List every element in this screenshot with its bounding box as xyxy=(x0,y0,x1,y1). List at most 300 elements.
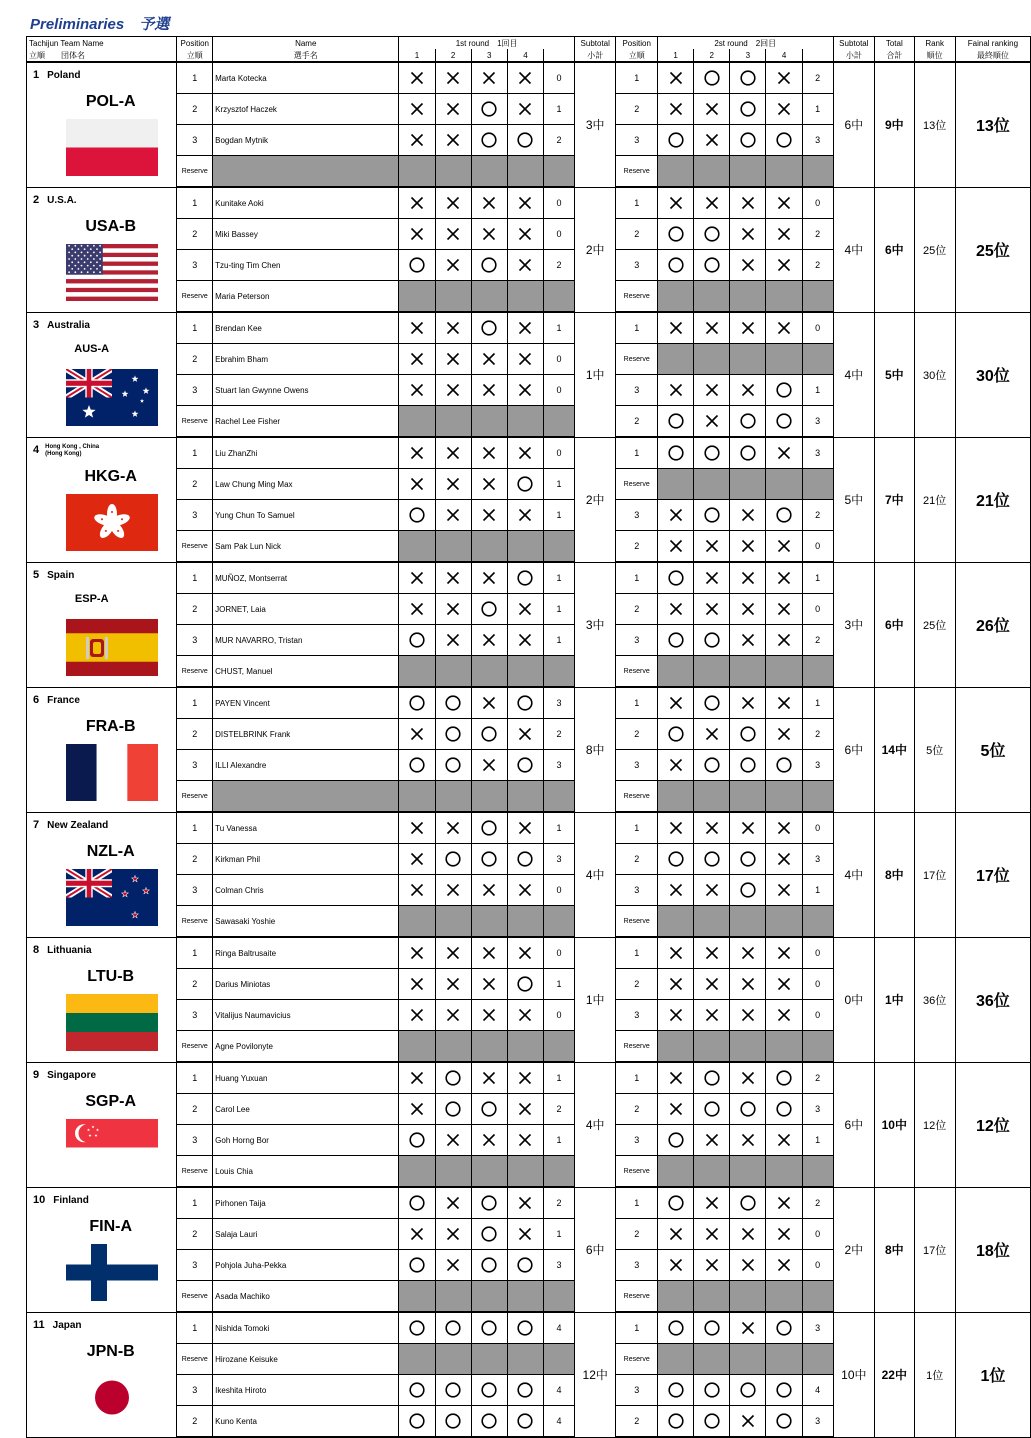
round2-arrow-3 xyxy=(730,1062,766,1094)
position2-cell: Reserve xyxy=(616,281,657,313)
player-name: Vitalijus Naumavicius xyxy=(213,1000,399,1031)
miss-cross-icon xyxy=(445,382,461,398)
miss-cross-icon xyxy=(445,445,461,461)
rank: 25位 xyxy=(914,562,955,687)
miss-cross-icon xyxy=(776,1195,792,1211)
round2-arrow-3 xyxy=(730,1031,766,1063)
round1-arrow-1 xyxy=(399,781,435,813)
hongkong-flag-icon xyxy=(66,494,158,551)
hit-circle-icon xyxy=(740,1195,756,1211)
position2-cell: Reserve xyxy=(616,906,657,938)
position-cell: 1 xyxy=(177,1062,213,1094)
round2-arrow-3 xyxy=(730,312,766,344)
round1-arrow-3 xyxy=(471,906,507,938)
final-ranking: 36位 xyxy=(955,937,1030,1062)
round2-score: 0 xyxy=(802,312,833,344)
round2-arrow-2 xyxy=(694,1312,730,1344)
hit-circle-icon xyxy=(668,1320,684,1336)
team-number: 10 xyxy=(33,1193,46,1206)
miss-cross-icon xyxy=(740,1413,756,1429)
round1-arrow-3 xyxy=(471,375,507,406)
hit-circle-icon xyxy=(409,632,425,648)
round2-arrow-3 xyxy=(730,781,766,813)
miss-cross-icon xyxy=(445,945,461,961)
round1-score xyxy=(544,906,575,938)
round2-arrow-1 xyxy=(657,375,693,406)
miss-cross-icon xyxy=(517,351,533,367)
miss-cross-icon xyxy=(409,382,425,398)
round1-arrow-4 xyxy=(507,1344,543,1375)
round1-arrow-4 xyxy=(507,719,543,750)
round2-arrow-1 xyxy=(657,687,693,719)
player-name: Tzu-ting Tim Chen xyxy=(213,250,399,281)
round2-arrow-3 xyxy=(730,531,766,563)
miss-cross-icon xyxy=(704,413,720,429)
player-name: Nishida Tomoki xyxy=(213,1312,399,1344)
miss-cross-icon xyxy=(704,976,720,992)
round2-arrow-4 xyxy=(766,1062,802,1094)
hit-circle-icon xyxy=(668,413,684,429)
round2-arrow-1 xyxy=(657,1375,693,1406)
round1-arrow-2 xyxy=(435,1312,471,1344)
round2-arrow-3 xyxy=(730,1250,766,1281)
miss-cross-icon xyxy=(740,257,756,273)
hit-circle-icon xyxy=(668,1132,684,1148)
team-code: AUS-A xyxy=(74,342,110,355)
miss-cross-icon xyxy=(409,195,425,211)
round2-score xyxy=(802,656,833,688)
position-cell: 2 xyxy=(177,594,213,625)
player-name: Kirkman Phil xyxy=(213,844,399,875)
miss-cross-icon xyxy=(668,538,684,554)
miss-cross-icon xyxy=(409,445,425,461)
header-arrow-2: 2 xyxy=(435,49,471,62)
final-ranking: 13位 xyxy=(955,62,1030,187)
hit-circle-icon xyxy=(517,1257,533,1273)
round2-arrow-3 xyxy=(730,969,766,1000)
round1-arrow-1 xyxy=(399,937,435,969)
round1-score: 0 xyxy=(544,344,575,375)
round1-arrow-3 xyxy=(471,687,507,719)
miss-cross-icon xyxy=(776,70,792,86)
round2-arrow-4 xyxy=(766,625,802,656)
team-country: Finland xyxy=(53,1194,89,1206)
round2-arrow-2 xyxy=(694,125,730,156)
round2-arrow-3 xyxy=(730,406,766,438)
miss-cross-icon xyxy=(409,320,425,336)
round2-arrow-1 xyxy=(657,1156,693,1188)
team-header xyxy=(27,813,176,833)
player-name: Bogdan Mytnik xyxy=(213,125,399,156)
miss-cross-icon xyxy=(776,570,792,586)
round2-arrow-2 xyxy=(694,1000,730,1031)
miss-cross-icon xyxy=(776,601,792,617)
round1-score: 2 xyxy=(544,125,575,156)
round2-arrow-4 xyxy=(766,562,802,594)
final-ranking: 18位 xyxy=(955,1187,1030,1312)
miss-cross-icon xyxy=(704,538,720,554)
round2-score: 1 xyxy=(802,1125,833,1156)
miss-cross-icon xyxy=(409,70,425,86)
position-cell: 3 xyxy=(177,500,213,531)
miss-cross-icon xyxy=(409,945,425,961)
round2-arrow-2 xyxy=(694,875,730,906)
round2-arrow-1 xyxy=(657,969,693,1000)
miss-cross-icon xyxy=(481,632,497,648)
team-country: Japan xyxy=(52,1319,82,1331)
position-cell: 1 xyxy=(177,812,213,844)
team-header xyxy=(27,938,176,958)
round1-arrow-2 xyxy=(435,281,471,313)
round2-score: 3 xyxy=(802,406,833,438)
position2-cell: Reserve xyxy=(616,156,657,188)
team-cell xyxy=(27,562,177,687)
round1-score: 2 xyxy=(544,1094,575,1125)
miss-cross-icon xyxy=(668,976,684,992)
hit-circle-icon xyxy=(517,1320,533,1336)
round1-arrow-1 xyxy=(399,1250,435,1281)
round1-arrow-1 xyxy=(399,687,435,719)
round2-arrow-4 xyxy=(766,125,802,156)
miss-cross-icon xyxy=(481,445,497,461)
round2-arrow-1 xyxy=(657,62,693,94)
miss-cross-icon xyxy=(740,1132,756,1148)
round1-arrow-4 xyxy=(507,281,543,313)
miss-cross-icon xyxy=(740,570,756,586)
miss-cross-icon xyxy=(776,695,792,711)
miss-cross-icon xyxy=(740,1226,756,1242)
round2-arrow-4 xyxy=(766,62,802,94)
round2-arrow-3 xyxy=(730,250,766,281)
miss-cross-icon xyxy=(704,601,720,617)
header-arrow2-1: 1 xyxy=(657,49,693,62)
position-cell: 1 xyxy=(177,937,213,969)
round2-score xyxy=(802,1031,833,1063)
hit-circle-icon xyxy=(668,1195,684,1211)
round1-subtotal: 4中 xyxy=(574,812,616,937)
round1-arrow-1 xyxy=(399,1406,435,1438)
round1-arrow-3 xyxy=(471,969,507,1000)
position-cell: 2 xyxy=(177,344,213,375)
round2-arrow-4 xyxy=(766,312,802,344)
round1-arrow-4 xyxy=(507,94,543,125)
round2-arrow-2 xyxy=(694,594,730,625)
table-row xyxy=(27,187,1031,219)
round2-arrow-1 xyxy=(657,1312,693,1344)
round1-arrow-4 xyxy=(507,250,543,281)
round2-arrow-1 xyxy=(657,469,693,500)
position-cell: Reserve xyxy=(177,1344,213,1375)
round1-arrow-1 xyxy=(399,1125,435,1156)
round1-arrow-1 xyxy=(399,1344,435,1375)
round2-arrow-2 xyxy=(694,469,730,500)
player-name: Huang Yuxuan xyxy=(213,1062,399,1094)
team-number: 6 xyxy=(33,693,40,706)
position2-cell: 1 xyxy=(616,812,657,844)
miss-cross-icon xyxy=(517,1226,533,1242)
team-country: Singapore xyxy=(47,1069,97,1081)
round1-arrow-1 xyxy=(399,969,435,1000)
round1-arrow-1 xyxy=(399,406,435,438)
round2-score: 2 xyxy=(802,1062,833,1094)
miss-cross-icon xyxy=(740,1320,756,1336)
hit-circle-icon xyxy=(409,1195,425,1211)
hit-circle-icon xyxy=(740,757,756,773)
round1-arrow-3 xyxy=(471,1375,507,1406)
round1-arrow-3 xyxy=(471,281,507,313)
header-final-jp: 最終順位 xyxy=(955,49,1030,62)
round2-arrow-4 xyxy=(766,844,802,875)
round1-score: 0 xyxy=(544,1000,575,1031)
round1-score: 1 xyxy=(544,969,575,1000)
header-position: Position xyxy=(177,37,213,50)
hit-circle-icon xyxy=(740,413,756,429)
round1-arrow-2 xyxy=(435,750,471,781)
total-hits: 10中 xyxy=(875,1062,914,1187)
player-name: DISTELBRINK Frank xyxy=(213,719,399,750)
miss-cross-icon xyxy=(481,507,497,523)
miss-cross-icon xyxy=(776,851,792,867)
position2-cell: 3 xyxy=(616,500,657,531)
round1-score: 3 xyxy=(544,687,575,719)
header-arrow-3: 3 xyxy=(471,49,507,62)
round1-arrow-1 xyxy=(399,844,435,875)
round1-arrow-2 xyxy=(435,1000,471,1031)
round1-score xyxy=(544,1031,575,1063)
header-blank2 xyxy=(802,49,833,62)
round2-arrow-2 xyxy=(694,937,730,969)
round1-arrow-4 xyxy=(507,500,543,531)
round2-score: 0 xyxy=(802,1000,833,1031)
round2-arrow-1 xyxy=(657,500,693,531)
miss-cross-icon xyxy=(668,1257,684,1273)
round1-arrow-2 xyxy=(435,500,471,531)
hit-circle-icon xyxy=(445,726,461,742)
newzealand-flag-icon xyxy=(66,869,158,926)
round1-arrow-3 xyxy=(471,1156,507,1188)
final-ranking: 1位 xyxy=(955,1312,1030,1437)
round2-arrow-1 xyxy=(657,1000,693,1031)
position-cell: 2 xyxy=(177,219,213,250)
team-code: FIN-A xyxy=(89,1217,133,1235)
hit-circle-icon xyxy=(481,1382,497,1398)
round1-arrow-4 xyxy=(507,625,543,656)
round2-arrow-4 xyxy=(766,1281,802,1313)
round2-arrow-4 xyxy=(766,906,802,938)
round2-arrow-1 xyxy=(657,94,693,125)
hit-circle-icon xyxy=(668,1382,684,1398)
miss-cross-icon xyxy=(445,476,461,492)
miss-cross-icon xyxy=(445,820,461,836)
round2-arrow-1 xyxy=(657,281,693,313)
miss-cross-icon xyxy=(445,351,461,367)
hit-circle-icon xyxy=(517,757,533,773)
hit-circle-icon xyxy=(481,851,497,867)
round2-arrow-2 xyxy=(694,187,730,219)
round1-arrow-2 xyxy=(435,844,471,875)
round2-arrow-1 xyxy=(657,219,693,250)
round1-arrow-4 xyxy=(507,1375,543,1406)
round1-arrow-2 xyxy=(435,875,471,906)
round1-arrow-2 xyxy=(435,344,471,375)
round1-arrow-1 xyxy=(399,1312,435,1344)
round2-arrow-2 xyxy=(694,500,730,531)
team-country: Australia xyxy=(47,319,90,331)
round1-arrow-2 xyxy=(435,1031,471,1063)
player-name: Brendan Kee xyxy=(213,312,399,344)
round1-score: 1 xyxy=(544,625,575,656)
total-hits: 8中 xyxy=(875,1187,914,1312)
position2-cell: 2 xyxy=(616,531,657,563)
round2-arrow-4 xyxy=(766,1000,802,1031)
round2-arrow-2 xyxy=(694,250,730,281)
round1-arrow-1 xyxy=(399,1000,435,1031)
miss-cross-icon xyxy=(481,1132,497,1148)
position2-cell: 3 xyxy=(616,375,657,406)
miss-cross-icon xyxy=(517,820,533,836)
header-position2: Position xyxy=(616,37,657,50)
round2-score: 2 xyxy=(802,500,833,531)
round1-arrow-4 xyxy=(507,1125,543,1156)
round1-arrow-2 xyxy=(435,187,471,219)
miss-cross-icon xyxy=(517,445,533,461)
round1-arrow-4 xyxy=(507,1000,543,1031)
team-cell xyxy=(27,812,177,937)
round2-arrow-2 xyxy=(694,687,730,719)
round2-arrow-3 xyxy=(730,1406,766,1438)
team-code: ESP-A xyxy=(74,592,109,605)
round1-arrow-1 xyxy=(399,750,435,781)
round1-score xyxy=(544,406,575,438)
position-cell: 3 xyxy=(177,250,213,281)
hit-circle-icon xyxy=(704,70,720,86)
miss-cross-icon xyxy=(517,382,533,398)
round2-arrow-4 xyxy=(766,469,802,500)
position-cell: 3 xyxy=(177,1375,213,1406)
position-cell: Reserve xyxy=(177,656,213,688)
miss-cross-icon xyxy=(740,695,756,711)
round2-arrow-1 xyxy=(657,437,693,469)
miss-cross-icon xyxy=(409,851,425,867)
round2-arrow-4 xyxy=(766,94,802,125)
miss-cross-icon xyxy=(776,632,792,648)
round1-score: 0 xyxy=(544,375,575,406)
player-name: Kuno Kenta xyxy=(213,1406,399,1438)
round2-arrow-3 xyxy=(730,1375,766,1406)
position-cell: Reserve xyxy=(177,1281,213,1313)
round2-arrow-4 xyxy=(766,1031,802,1063)
team-number: 5 xyxy=(33,568,40,581)
miss-cross-icon xyxy=(481,351,497,367)
round1-arrow-2 xyxy=(435,156,471,188)
round2-score: 2 xyxy=(802,719,833,750)
header-round1: 1st round 1回目 xyxy=(399,37,575,50)
results-table xyxy=(26,36,1031,1438)
round1-arrow-3 xyxy=(471,812,507,844)
round1-score xyxy=(544,1344,575,1375)
round2-arrow-1 xyxy=(657,594,693,625)
miss-cross-icon xyxy=(740,1257,756,1273)
miss-cross-icon xyxy=(776,101,792,117)
round2-arrow-3 xyxy=(730,844,766,875)
round1-arrow-2 xyxy=(435,969,471,1000)
round1-arrow-4 xyxy=(507,594,543,625)
miss-cross-icon xyxy=(445,1257,461,1273)
miss-cross-icon xyxy=(481,70,497,86)
round1-arrow-1 xyxy=(399,94,435,125)
hit-circle-icon xyxy=(740,726,756,742)
team-cell xyxy=(27,62,177,187)
round2-arrow-1 xyxy=(657,656,693,688)
round2-arrow-3 xyxy=(730,62,766,94)
position2-cell: 3 xyxy=(616,125,657,156)
header-arrow2-4: 4 xyxy=(766,49,802,62)
miss-cross-icon xyxy=(517,226,533,242)
miss-cross-icon xyxy=(445,320,461,336)
miss-cross-icon xyxy=(776,445,792,461)
round1-arrow-2 xyxy=(435,1406,471,1438)
round2-arrow-2 xyxy=(694,1344,730,1375)
round2-arrow-1 xyxy=(657,625,693,656)
round2-arrow-1 xyxy=(657,125,693,156)
round2-arrow-3 xyxy=(730,1094,766,1125)
miss-cross-icon xyxy=(740,945,756,961)
round1-score xyxy=(544,156,575,188)
miss-cross-icon xyxy=(517,320,533,336)
hit-circle-icon xyxy=(704,257,720,273)
round2-score: 0 xyxy=(802,187,833,219)
position2-cell: 1 xyxy=(616,562,657,594)
round2-arrow-2 xyxy=(694,844,730,875)
header-team: Tachijun Team Name xyxy=(27,37,177,50)
team-country: Hong Kong , China (Hong Kong) xyxy=(45,443,100,457)
round1-arrow-1 xyxy=(399,469,435,500)
header-row-1 xyxy=(27,37,1031,50)
miss-cross-icon xyxy=(445,1132,461,1148)
position2-cell: 1 xyxy=(616,312,657,344)
miss-cross-icon xyxy=(481,757,497,773)
miss-cross-icon xyxy=(668,1226,684,1242)
round1-arrow-1 xyxy=(399,1031,435,1063)
hit-circle-icon xyxy=(668,445,684,461)
round1-arrow-3 xyxy=(471,1125,507,1156)
round2-arrow-2 xyxy=(694,1062,730,1094)
miss-cross-icon xyxy=(445,257,461,273)
round1-score: 2 xyxy=(544,719,575,750)
miss-cross-icon xyxy=(445,70,461,86)
round2-arrow-1 xyxy=(657,562,693,594)
hit-circle-icon xyxy=(704,1070,720,1086)
round2-score: 2 xyxy=(802,625,833,656)
round2-arrow-1 xyxy=(657,1250,693,1281)
miss-cross-icon xyxy=(740,820,756,836)
position-cell: 2 xyxy=(177,94,213,125)
round1-arrow-2 xyxy=(435,1375,471,1406)
table-row xyxy=(27,937,1031,969)
player-name: Stuart Ian Gwynne Owens xyxy=(213,375,399,406)
header-name-jp: 選手名 xyxy=(213,49,399,62)
round2-score: 2 xyxy=(802,62,833,94)
round1-arrow-2 xyxy=(435,1125,471,1156)
hit-circle-icon xyxy=(776,413,792,429)
round1-score: 1 xyxy=(544,1062,575,1094)
round2-arrow-3 xyxy=(730,281,766,313)
position-cell: 3 xyxy=(177,1000,213,1031)
round2-arrow-2 xyxy=(694,656,730,688)
miss-cross-icon xyxy=(517,195,533,211)
miss-cross-icon xyxy=(704,882,720,898)
team-cell xyxy=(27,437,177,562)
